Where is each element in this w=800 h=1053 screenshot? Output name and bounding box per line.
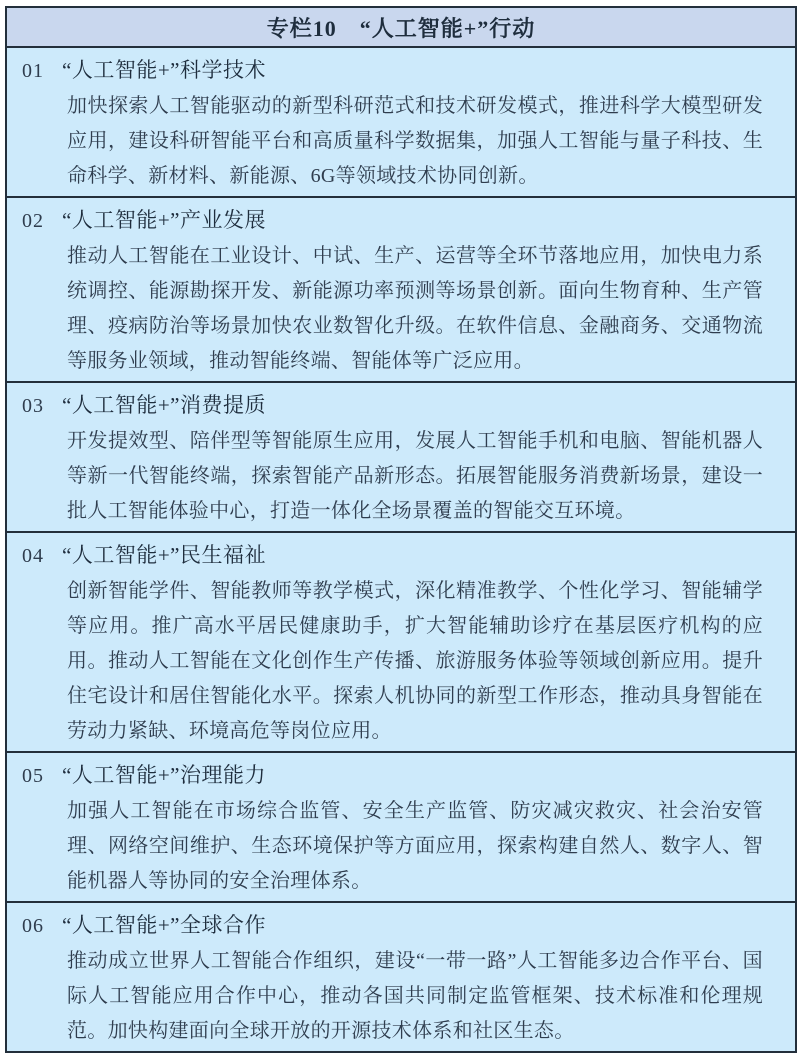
column-panel: [5, 6, 797, 1053]
section-number: 05: [22, 765, 44, 787]
section-heading-text: “人工智能+”全球合作: [62, 913, 266, 937]
section-heading-text: “人工智能+”民生福祉: [62, 543, 266, 567]
section-heading-text: “人工智能+”产业发展: [62, 208, 266, 232]
section-heading-text: “人工智能+”科学技术: [62, 58, 266, 82]
panel-title: 专栏10 “人工智能+”行动: [266, 15, 536, 41]
section: [7, 198, 795, 383]
section-number: 06: [22, 915, 44, 937]
section-heading: [7, 202, 795, 239]
section-heading-text: “人工智能+”消费提质: [62, 393, 266, 417]
section-number: 04: [22, 545, 44, 567]
section-heading: [7, 907, 795, 944]
section-heading: [7, 537, 795, 574]
section-body-text: 开发提效型、陪伴型等智能原生应用，发展人工智能手机和电脑、智能机器人等新一代智能终端，探索智能产品新形态。拓展智能服务消费新场景，建设一批人工智能体验中心，打造一体化全场景覆盖的智能交互环境。: [67, 430, 763, 522]
section-body-text: 加快探索人工智能驱动的新型科研范式和技术研发模式，推进科学大模型研发应用，建设科研智能平台和高质量科学数据集，加强人工智能与量子科技、生命科学、新材料、新能源、6G等领域技术协同创新。: [67, 95, 763, 187]
sections-container: [7, 48, 795, 1051]
section-body-text: 创新智能学件、智能教师等教学模式，深化精准教学、个性化学习、智能辅学等应用。推广高水平居民健康助手，扩大智能辅助诊疗在基层医疗机构的应用。推动人工智能在文化创作生产传播、旅游服务体验等领域创新应用。提升住宅设计和居住智能化水平。探索人机协同的新型工作形态，推动具身智能在劳动力紧缺、环境高危等岗位应用。: [67, 580, 763, 742]
panel-header: [7, 8, 795, 48]
section: [7, 903, 795, 1051]
section-heading: [7, 387, 795, 424]
section-heading-text: “人工智能+”治理能力: [62, 763, 266, 787]
section-number: 02: [22, 210, 44, 232]
section-number: 03: [22, 395, 44, 417]
section-heading: [7, 757, 795, 794]
section: [7, 48, 795, 198]
section-body-text: 推动人工智能在工业设计、中试、生产、运营等全环节落地应用，加快电力系统调控、能源勘探开发、新能源功率预测等场景创新。面向生物育种、生产管理、疫病防治等场景加快农业数智化升级。在软件信息、金融商务、交通物流等服务业领域，推动智能终端、智能体等广泛应用。: [67, 245, 763, 372]
section: [7, 753, 795, 903]
section-heading: [7, 52, 795, 89]
section-body-text: 推动成立世界人工智能合作组织，建设“一带一路”人工智能多边合作平台、国际人工智能应用合作中心，推动各国共同制定监管框架、技术标准和伦理规范。加快构建面向全球开放的开源技术体系和社区生态。: [67, 950, 763, 1042]
section-body-text: 加强人工智能在市场综合监管、安全生产监管、防灾减灾救灾、社会治安管理、网络空间维护、生态环境保护等方面应用，探索构建自然人、数字人、智能机器人等协同的安全治理体系。: [67, 800, 763, 892]
section: [7, 533, 795, 753]
section: [7, 383, 795, 533]
section-number: 01: [22, 60, 44, 82]
